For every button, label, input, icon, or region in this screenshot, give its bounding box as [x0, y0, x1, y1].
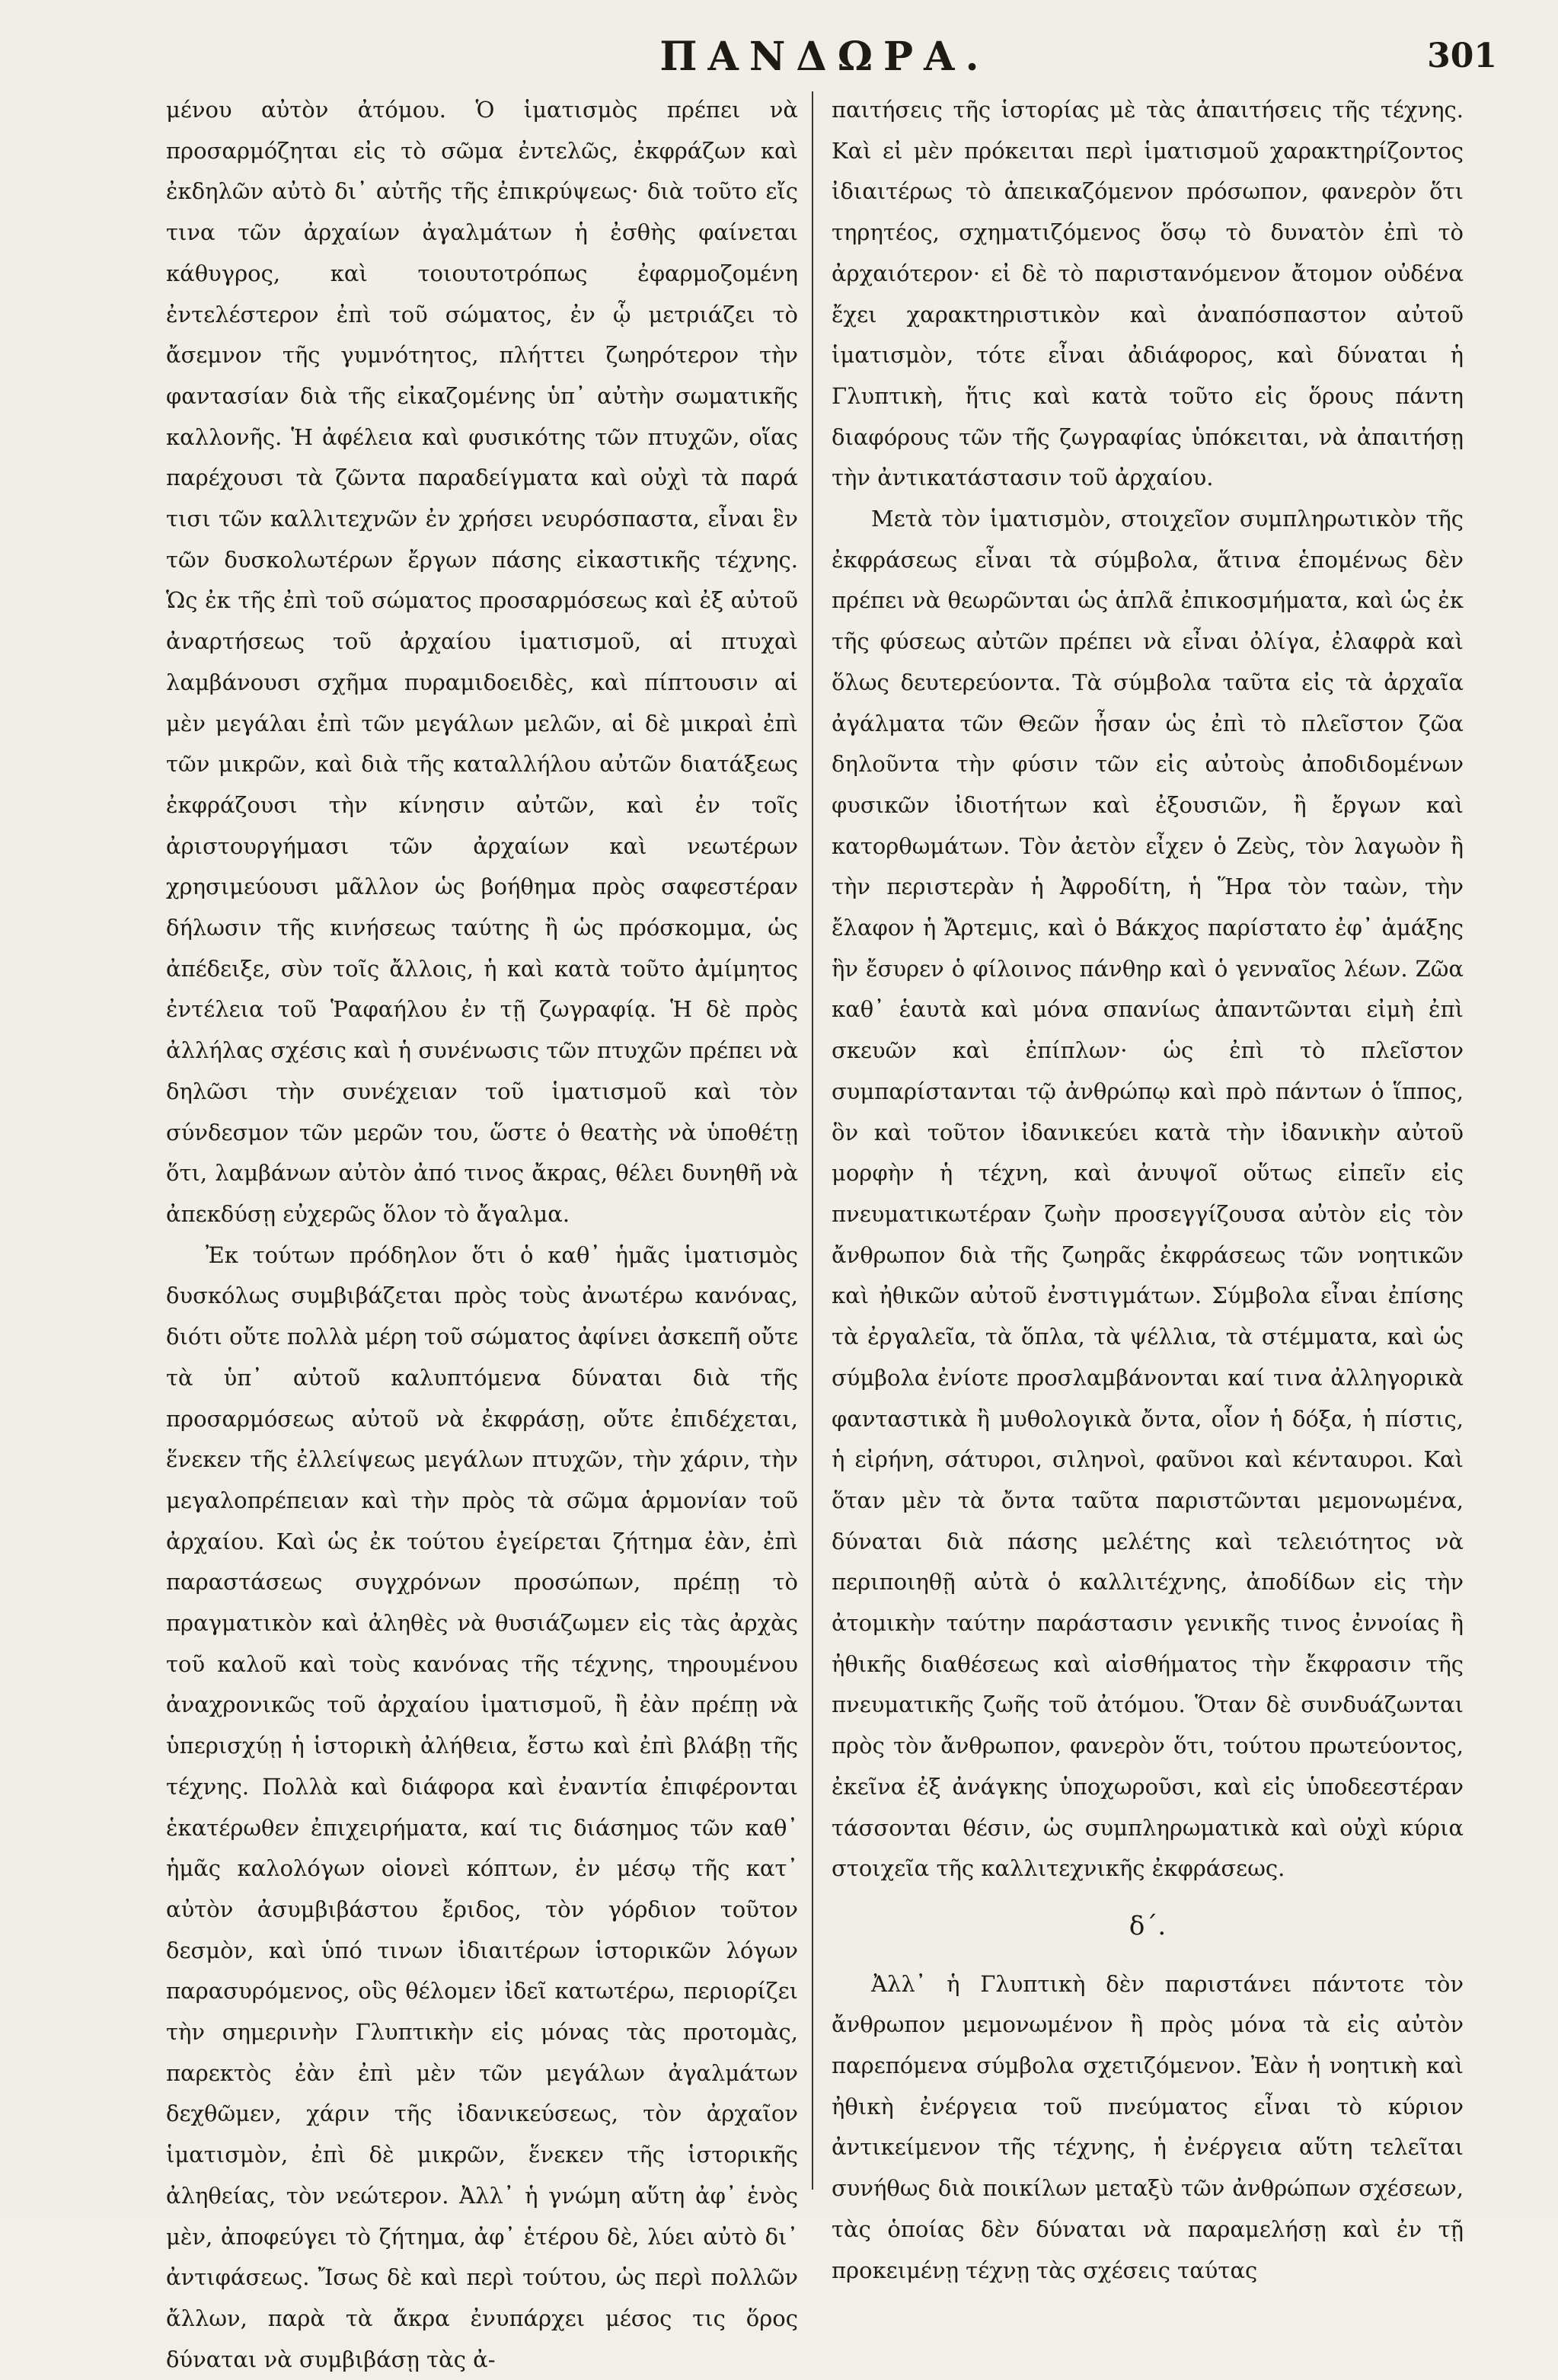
- right-column: [832, 90, 1464, 2283]
- column-divider: [812, 91, 813, 2190]
- paragraph: Μετὰ τὸν ἱματισμὸν, στοιχεῖον συμπληρωτικὸν τῆς ἐκφράσεως εἶναι τὰ σύμβολα, ἅτινα ἑπομένως δὲν πρέπει νὰ θεωρῶνται ὡς ἁπλᾶ ἐπικοσμήματα, καὶ ὡς ἐκ τῆς φύσεως αὐτῶν πρέπει νὰ εἶναι ὀλίγα, ἐλαφρὰ καὶ ὅλως δευτερεύοντα. Τὰ σύμβολα ταῦτα εἰς τὰ ἀρχαῖα ἀγάλματα τῶν Θεῶν ἦσαν ὡς ἐπὶ τὸ πλεῖστον ζῶα δηλοῦντα τὴν φύσιν τῶν εἰς αὐτοὺς ἀποδιδομένων φυσικῶν ἰδιοτήτων καὶ ἐξουσιῶν, ἢ ἔργων καὶ κατορθωμάτων. Τὸν ἀετὸν εἶχεν ὁ Ζεὺς, τὸν λαγωὸν ἢ τὴν περιστερὰν ἡ Ἀφροδίτη, ἡ Ἥρα τὸν ταὼν, τὴν ἔλαφον ἡ Ἄρτεμις, καὶ ὁ Βάκχος παρίστατο ἐφ᾽ ἁμάξης ἣν ἔσυρεν ὁ φίλοινος πάνθηρ καὶ ὁ γενναῖος λέων. Ζῶα καθ᾽ ἑαυτὰ καὶ μόνα σπανίως ἀπαντῶνται εἰμὴ ἐπὶ σκευῶν καὶ ἐπίπλων· ὡς ἐπὶ τὸ πλεῖστον συμπαρίστανται τῷ ἀνθρώπῳ καὶ πρὸ πάντων ὁ ἵππος, ὃν καὶ τοῦτον ἰδανικεύει κατὰ τὴν ἰδανικὴν αὐτοῦ μορφὴν ἡ τέχνη, καὶ ἀνυψοῖ οὕτως εἰπεῖν εἰς πνευματικωτέραν ζωὴν προσεγγίζουσα αὐτὸν εἰς τὸν ἄνθρωπον διὰ τῆς ζωηρᾶς ἐκφράσεως τῶν νοητικῶν καὶ ἠθικῶν αὐτοῦ ἐνστιγμάτων. Σύμβολα εἶναι ἐπίσης τὰ ἐργαλεῖα, τὰ ὅπλα, τὰ ψέλλια, τὰ στέμματα, καὶ ὡς σύμβολα ἐνίοτε προσλαμβάνονται καί τινα ἀλληγορικὰ φανταστικὰ ἢ μυθολογικὰ ὄντα, οἷον ἡ δόξα, ἡ πίστις, ἡ εἰρήνη, σάτυροι, σιληνοὶ, φαῦνοι καὶ κένταυροι. Καὶ ὅταν μὲν τὰ ὄντα ταῦτα παριστῶνται μεμονωμένα, δύναται διὰ πάσης μελέτης καὶ τελειότητος νὰ περιποιηθῇ αὐτὰ ὁ καλλιτέχνης, ἀποδίδων εἰς τὴν ἀτομικὴν ταύτην παράστασιν γενικῆς τινος ἐννοίας ἢ ἠθικῆς διαθέσεως καὶ αἰσθήματος τὴν ἔκφρασιν τῆς πνευματικῆς ζωῆς τοῦ ἀτόμου. Ὅταν δὲ συνδυάζωνται πρὸς τὸν ἄνθρωπον, φανερὸν ὅτι, τούτου πρωτεύοντος, ἐκεῖνα ἐξ ἀνάγκης ὑποχωροῦσι, καὶ εἰς ὑποδεεστέραν τάσσονται θέσιν, ὡς συμπληρωματικὰ καὶ οὐχὶ κύρια στοιχεῖα τῆς καλλιτεχνικῆς ἐκφράσεως.: [832, 506, 1464, 1882]
- paragraph: μένου αὐτὸν ἀτόμου. Ὁ ἱματισμὸς πρέπει νὰ προσαρμόζηται εἰς τὸ σῶμα ἐντελῶς, ἐκφράζων καὶ ἐκδηλῶν αὐτὸ δι᾽ αὐτῆς τῆς ἐπικρύψεως· διὰ τοῦτο εἴς τινα τῶν ἀρχαίων ἀγαλμάτων ἡ ἐσθὴς φαίνεται κάθυγρος, καὶ τοιουτοτρόπως ἐφαρμοζομένη ἐντελέστερον ἐπὶ τοῦ σώματος, ἐν ᾧ μετριάζει τὸ ἄσεμνον τῆς γυμνότητος, πλήττει ζωηρότερον τὴν φαντασίαν διὰ τῆς εἰκαζομένης ὑπ᾽ αὐτὴν σωματικῆς καλλονῆς. Ἡ ἀφέλεια καὶ φυσικότης τῶν πτυχῶν, οἵας παρέχουσι τὰ ζῶντα παραδείγματα καὶ οὐχὶ τὰ παρά τισι τῶν καλλιτεχνῶν ἐν χρήσει νευρόσπαστα, εἶναι ἓν τῶν δυσκολωτέρων ἔργων πάσης εἰκαστικῆς τέχνης. Ὡς ἐκ τῆς ἐπὶ τοῦ σώματος προσαρμόσεως καὶ ἐξ αὐτοῦ ἀναρτήσεως τοῦ ἀρχαίου ἱματισμοῦ, αἱ πτυχαὶ λαμβάνουσι σχῆμα πυραμιδοειδὲς, καὶ πίπτουσιν αἱ μὲν μεγάλαι ἐπὶ τῶν μεγάλων μελῶν, αἱ δὲ μικραὶ ἐπὶ τῶν μικρῶν, καὶ διὰ τῆς καταλλήλου αὐτῶν διατάξεως ἐκφράζουσι τὴν κίνησιν αὐτῶν, καὶ ἐν τοῖς ἀριστουργήμασι τῶν ἀρχαίων καὶ νεωτέρων χρησιμεύουσι μᾶλλον ὡς βοήθημα πρὸς σαφεστέραν δήλωσιν τῆς κινήσεως ταύτης ἢ ὡς πρόσκομμα, ὡς ἀπέδειξε, σὺν τοῖς ἄλλοις, ἡ καὶ κατὰ τοῦτο ἀμίμητος ἐντέλεια τοῦ Ῥαφαήλου ἐν τῇ ζωγραφίᾳ. Ἡ δὲ πρὸς ἀλλήλας σχέσις καὶ ἡ συνένωσις τῶν πτυχῶν πρέπει νὰ δηλῶσι τὴν συνέχειαν τοῦ ἱματισμοῦ καὶ τὸν σύνδεσμον τῶν μερῶν του, ὥστε ὁ θεατὴς νὰ ὑποθέτῃ ὅτι, λαμβάνων αὐτὸν ἀπό τινος ἄκρας, θέλει δυνηθῆ νὰ ἀπεκδύσῃ εὐχερῶς ὅλον τὸ ἄγαλμα.: [166, 97, 798, 1227]
- running-title: ΠΑΝΔΩΡΑ.: [659, 34, 990, 80]
- paragraph: παιτήσεις τῆς ἱστορίας μὲ τὰς ἀπαιτήσεις τῆς τέχνης. Καὶ εἰ μὲν πρόκειται περὶ ἱματισμοῦ χαρακτηρίζοντος ἰδιαιτέρως τὸ ἀπεικαζόμενον πρόσωπον, φανερὸν ὅτι τηρητέος, σχηματιζόμενος ὅσῳ τὸ δυνατὸν ἐπὶ τὸ ἀρχαιότερον· εἰ δὲ τὸ παριστανόμενον ἄτομον οὐδένα ἔχει χαρακτηριστικὸν καὶ ἀναπόσπαστον αὐτοῦ ἱματισμὸν, τότε εἶναι ἀδιάφορος, καὶ δύναται ἡ Γλυπτικὴ, ἥτις καὶ κατὰ τοῦτο εἰς ὅρους πάντη διαφόρους τῶν τῆς ζωγραφίας ὑπόκειται, νὰ ἀπαιτήσῃ τὴν ἀντικατάστασιν τοῦ ἀρχαίου.: [832, 97, 1464, 491]
- paragraph: Ἐκ τούτων πρόδηλον ὅτι ὁ καθ᾽ ἡμᾶς ἱματισμὸς δυσκόλως συμβιβάζεται πρὸς τοὺς ἀνωτέρω κανόνας, διότι οὔτε πολλὰ μέρη τοῦ σώματος ἀφίνει ἀσκεπῆ οὔτε τὰ ὑπ᾽ αὐτοῦ καλυπτόμενα δύναται διὰ τῆς προσαρμόσεως αὐτοῦ νὰ ἐκφράσῃ, οὔτε ἐπιδέχεται, ἕνεκεν τῆς ἐλλείψεως μεγάλων πτυχῶν, τὴν χάριν, τὴν μεγαλοπρέπειαν καὶ τὴν πρὸς τὰ σῶμα ἁρμονίαν τοῦ ἀρχαίου. Καὶ ὡς ἐκ τούτου ἐγείρεται ζήτημα ἐὰν, ἐπὶ παραστάσεως συγχρόνων προσώπων, πρέπῃ τὸ πραγματικὸν καὶ ἀληθὲς νὰ θυσιάζωμεν εἰς τὰς ἀρχὰς τοῦ καλοῦ καὶ τοὺς κανόνας τῆς τέχνης, τηρουμένου ἀναχρονικῶς τοῦ ἀρχαίου ἱματισμοῦ, ἢ ἐὰν πρέπῃ νὰ ὑπερισχύῃ ἡ ἱστορικὴ ἀλήθεια, ἔστω καὶ ἐπὶ βλάβῃ τῆς τέχνης. Πολλὰ καὶ διάφορα καὶ ἐναντία ἐπιφέρονται ἑκατέρωθεν ἐπιχειρήματα, καί τις διάσημος τῶν καθ᾽ ἡμᾶς καλολόγων οἱονεὶ κόπτων, ἐν μέσῳ τῆς κατ᾽ αὐτὸν ἀσυμβιβάστου ἔριδος, τὸν γόρδιον τοῦτον δεσμὸν, καὶ ὑπό τινων ἰδιαιτέρων ἱστορικῶν λόγων παρασυρόμενος, οὓς θέλομεν ἰδεῖ κατωτέρω, περιορίζει τὴν σημερινὴν Γλυπτικὴν εἰς μόνας τὰς προτομὰς, παρεκτὸς ἐὰν ἐπὶ μὲν τῶν μεγάλων ἀγαλμάτων δεχθῶμεν, χάριν τῆς ἰδανικεύσεως, τὸν ἀρχαῖον ἱματισμὸν, ἐπὶ δὲ μικρῶν, ἕνεκεν τῆς ἱστορικῆς ἀληθείας, τὸν νεώτερον. Ἀλλ᾽ ἡ γνώμη αὕτη ἀφ᾽ ἑνὸς μὲν, ἀποφεύγει τὸ ζήτημα, ἀφ᾽ ἑτέρου δὲ, λύει αὐτὸ δι᾽ ἀντιφάσεως. Ἴσως δὲ καὶ περὶ τούτου, ὡς περὶ πολλῶν ἄλλων, παρὰ τὰ ἄκρα ἐνυπάρχει μέσος τις ὅρος δύναται νὰ συμβιβάσῃ τὰς ἀ-: [166, 1241, 798, 2372]
- page-number: 301: [1427, 37, 1497, 75]
- left-column: [166, 90, 798, 2372]
- page-header: [152, 23, 1497, 91]
- paragraph: Ἀλλ᾽ ἡ Γλυπτικὴ δὲν παριστάνει πάντοτε τὸν ἄνθρωπον μεμονωμένον ἢ πρὸς μόνα τὰ εἰς αὐτὸν παρεπόμενα σύμβολα σχετιζόμενον. Ἐὰν ἡ νοητικὴ καὶ ἠθικὴ ἐνέργεια τοῦ πνεύματος εἶναι τὸ κύριον ἀντικείμενον τῆς τέχνης, ἡ ἐνέργεια αὕτη τελεῖται συνήθως διὰ ποικίλων μεταξὺ τῶν ἀνθρώπων σχέσεων, τὰς ὁποίας δὲν δύναται νὰ παραμελήσῃ καὶ ἐν τῇ προκειμένῃ τέχνῃ τὰς σχέσεις ταύτας: [832, 1970, 1464, 2283]
- section-mark: δ΄.: [1129, 1910, 1167, 1941]
